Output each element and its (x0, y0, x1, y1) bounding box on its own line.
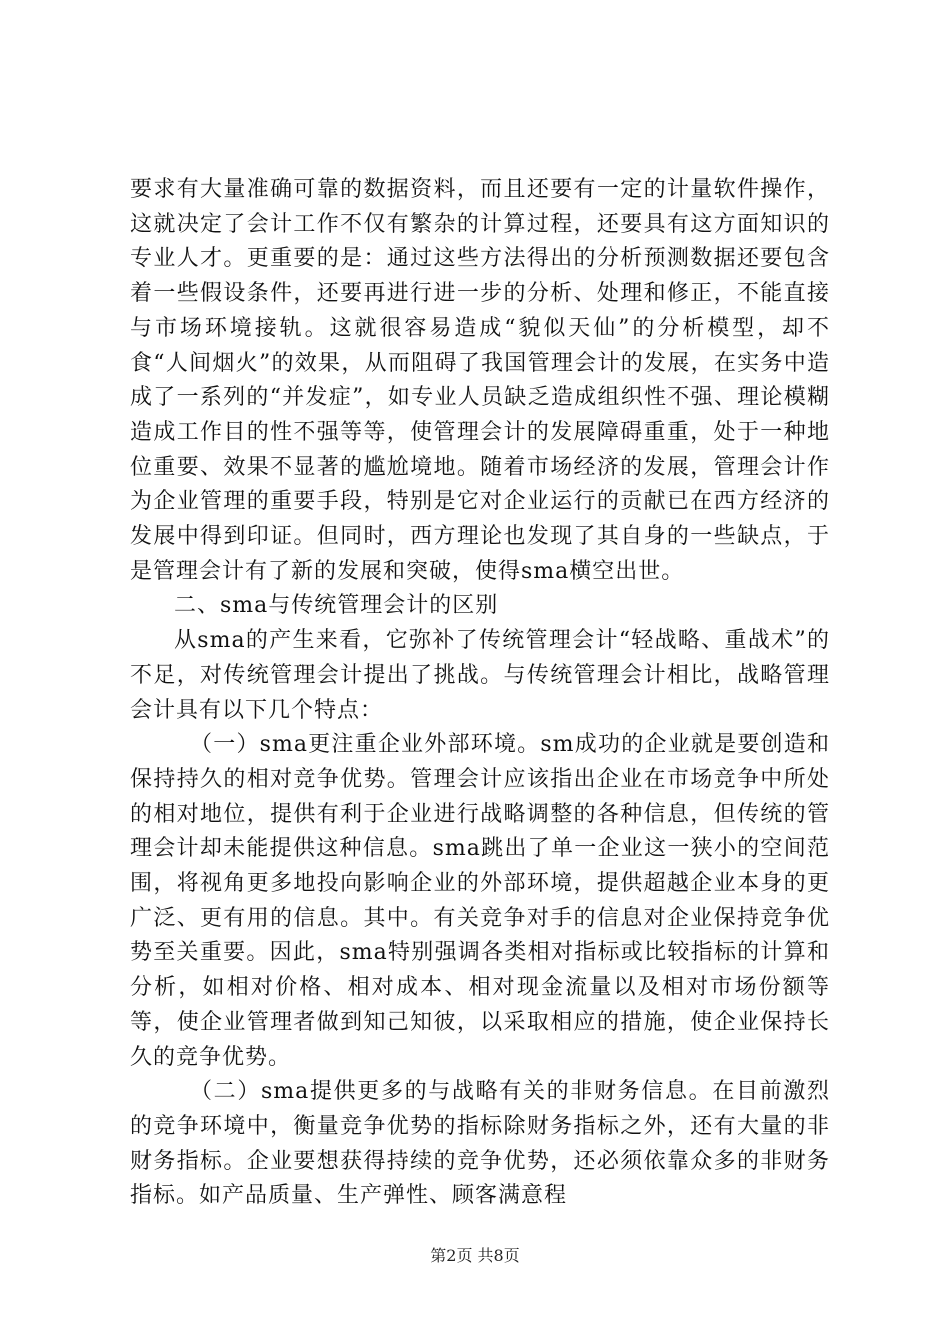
paragraph-comparison: 从sma的产生来看，它弥补了传统管理会计“轻战略、重战术”的不足，对传统管理会计提出了挑战。与传统管理会计相比，战略管理会计具有以下几个特点： (130, 628, 830, 723)
section-heading: 二、sma与传统管理会计的区别 (174, 593, 499, 619)
paragraph-point-one: （一）sma更注重企业外部环境。sm成功的企业就是要创造和保持持久的相对竞争优势。管理会计应该指出企业在市场竞争中所处的相对地位，提供有利于企业进行战略调整的各种信息，但传统的管理会计却未能提供这种信息。sma跳出了单一企业这一狭小的空间范围，将视角更多地投向影响企业的外部环境，提供超越企业本身的更广泛、更有用的信息。其中。有关竞争对手的信息对企业保持竞争优势至关重要。因此，sma特别强调各类相对指标或比较指标的计算和分析，如相对价格、相对成本、相对现金流量以及相对市场份额等等，使企业管理者做到知己知彼，以采取相应的措施，使企业保持长久的竞争优势。 (130, 732, 830, 1070)
paragraph-intro: 要求有大量准确可靠的数据资料，而且还要有一定的计量软件操作，这就决定了会计工作不仅有繁杂的计算过程，还要具有这方面知识的专业人才。更重要的是：通过这些方法得出的分析预测数据还要包含着一些假设条件，还要再进行进一步的分析、处理和修正，不能直接与市场环境接轨。这就很容易造成“貌似天仙”的分析模型，却不食“人间烟火”的效果，从而阻碍了我国管理会计的发展，在实务中造成了一系列的“并发症”，如专业人员缺乏造成组织性不强、理论模糊造成工作目的性不强等等，使管理会计的发展障碍重重，处于一种地位重要、效果不显著的尴尬境地。随着市场经济的发展，管理会计作为企业管理的重要手段，特别是它对企业运行的贡献已在西方经济的发展中得到印证。但同时，西方理论也发现了其自身的一些缺点，于是管理会计有了新的发展和突破，使得sma横空出世。 (130, 177, 830, 584)
page-footer: 第2页 共8页 (430, 1246, 520, 1265)
paragraph-point-two: （二）sma提供更多的与战略有关的非财务信息。在目前激烈的竞争环境中，衡量竞争优势的指标除财务指标之外，还有大量的非财务指标。企业要想获得持续的竞争优势，还必须依靠众多的非财务指标。如产品质量、生产弹性、顾客满意程 (130, 1079, 830, 1209)
document-body (130, 173, 830, 1214)
